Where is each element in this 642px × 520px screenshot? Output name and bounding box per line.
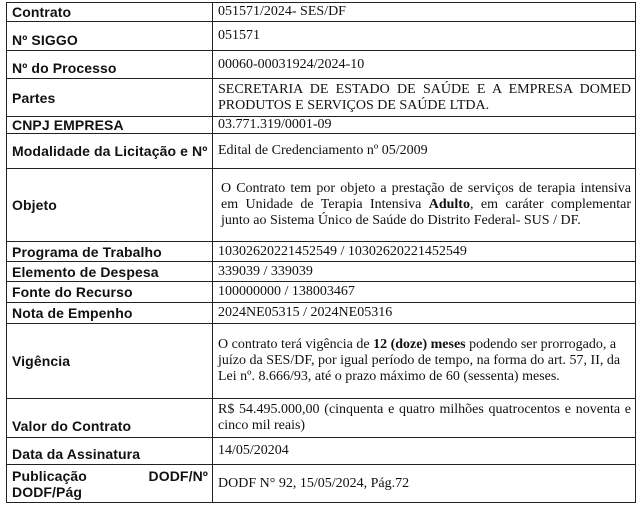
value-vigencia <box>213 324 636 399</box>
vigencia-text-end: podendo ser prorrogado, a juízo da SES/DF, por igual período de tempo, na forma do art. 57, II, da Lei nº. 8.666/93, até o prazo máximo de 60 (sessenta) meses. <box>218 337 621 384</box>
row-empenho <box>7 303 636 324</box>
row-fonte <box>7 282 636 303</box>
row-valor <box>7 399 636 438</box>
value-partes: SECRETARIA DE ESTADO DE SAÚDE E A EMPRESA DOMED PRODUTOS E SERVIÇOS DE SAÚDE LTDA. <box>213 79 636 117</box>
value-contrato: 051571/2024- SES/DF <box>213 3 636 22</box>
value-programa: 10302620221452549 / 10302620221452549 <box>213 242 636 262</box>
label-cnpj: CNPJ EMPRESA <box>7 117 213 134</box>
objeto-text-start: O Contrato tem por objeto a prestação de serviços de terapia intensiva em Unidade de Terapia Intensiva <box>221 181 631 212</box>
row-programa <box>7 242 636 262</box>
vigencia-text-start: O contrato terá vigência de <box>218 337 374 352</box>
label-modalidade: Modalidade da Licitação e Nº <box>7 134 213 169</box>
label-elemento: Elemento de Despesa <box>7 262 213 282</box>
label-vigencia: Vigência <box>7 324 213 399</box>
value-elemento: 339039 / 339039 <box>213 262 636 282</box>
label-assinatura: Data da Assinatura <box>7 438 213 465</box>
publicacao-label-line1 <box>12 468 208 484</box>
row-elemento <box>7 262 636 282</box>
row-processo <box>7 51 636 79</box>
value-siggo: 051571 <box>213 22 636 51</box>
label-partes: Partes <box>7 79 213 117</box>
row-vigencia <box>7 324 636 399</box>
publicacao-label-line2: DODF/Pág <box>12 483 83 500</box>
label-fonte: Fonte do Recurso <box>7 282 213 303</box>
objeto-text-bold: Adulto <box>428 197 470 212</box>
value-assinatura: 14/05/20204 <box>213 438 636 465</box>
publicacao-label-right: DODF/Nº <box>148 467 208 484</box>
row-publicacao <box>7 465 636 503</box>
label-publicacao <box>7 465 213 503</box>
value-processo: 00060-00031924/2024-10 <box>213 51 636 79</box>
value-publicacao: DODF N° 92, 15/05/2024, Pág.72 <box>213 465 636 503</box>
value-empenho: 2024NE05315 / 2024NE05316 <box>213 303 636 324</box>
value-objeto <box>213 169 636 242</box>
vigencia-text-bold: 12 (doze) meses <box>373 337 466 352</box>
row-objeto <box>7 169 636 242</box>
label-objeto: Objeto <box>7 169 213 242</box>
value-fonte: 100000000 / 138003467 <box>213 282 636 303</box>
value-valor: R$ 54.495.000,00 (cinquenta e quatro milhões quatrocentos e noventa e cinco mil reais) <box>213 399 636 438</box>
label-contrato: Contrato <box>7 3 213 22</box>
row-cnpj <box>7 117 636 134</box>
value-modalidade: Edital de Credenciamento nº 05/2009 <box>213 134 636 169</box>
publicacao-label-left: Publicação <box>12 467 87 484</box>
value-cnpj: 03.771.319/0001-09 <box>213 117 636 134</box>
label-programa: Programa de Trabalho <box>7 242 213 262</box>
objeto-text-end: , em caráter complementar junto ao Sistema Único de Saúde do Distrito Federal- SUS / DF. <box>221 197 632 228</box>
row-assinatura <box>7 438 636 465</box>
label-valor: Valor do Contrato <box>7 399 213 438</box>
row-contrato <box>7 3 636 22</box>
label-empenho: Nota de Empenho <box>7 303 213 324</box>
row-modalidade <box>7 134 636 169</box>
row-partes <box>7 79 636 117</box>
label-siggo: Nº SIGGO <box>7 22 213 51</box>
row-siggo <box>7 22 636 51</box>
contract-summary-table <box>6 2 636 503</box>
label-processo: Nº do Processo <box>7 51 213 79</box>
